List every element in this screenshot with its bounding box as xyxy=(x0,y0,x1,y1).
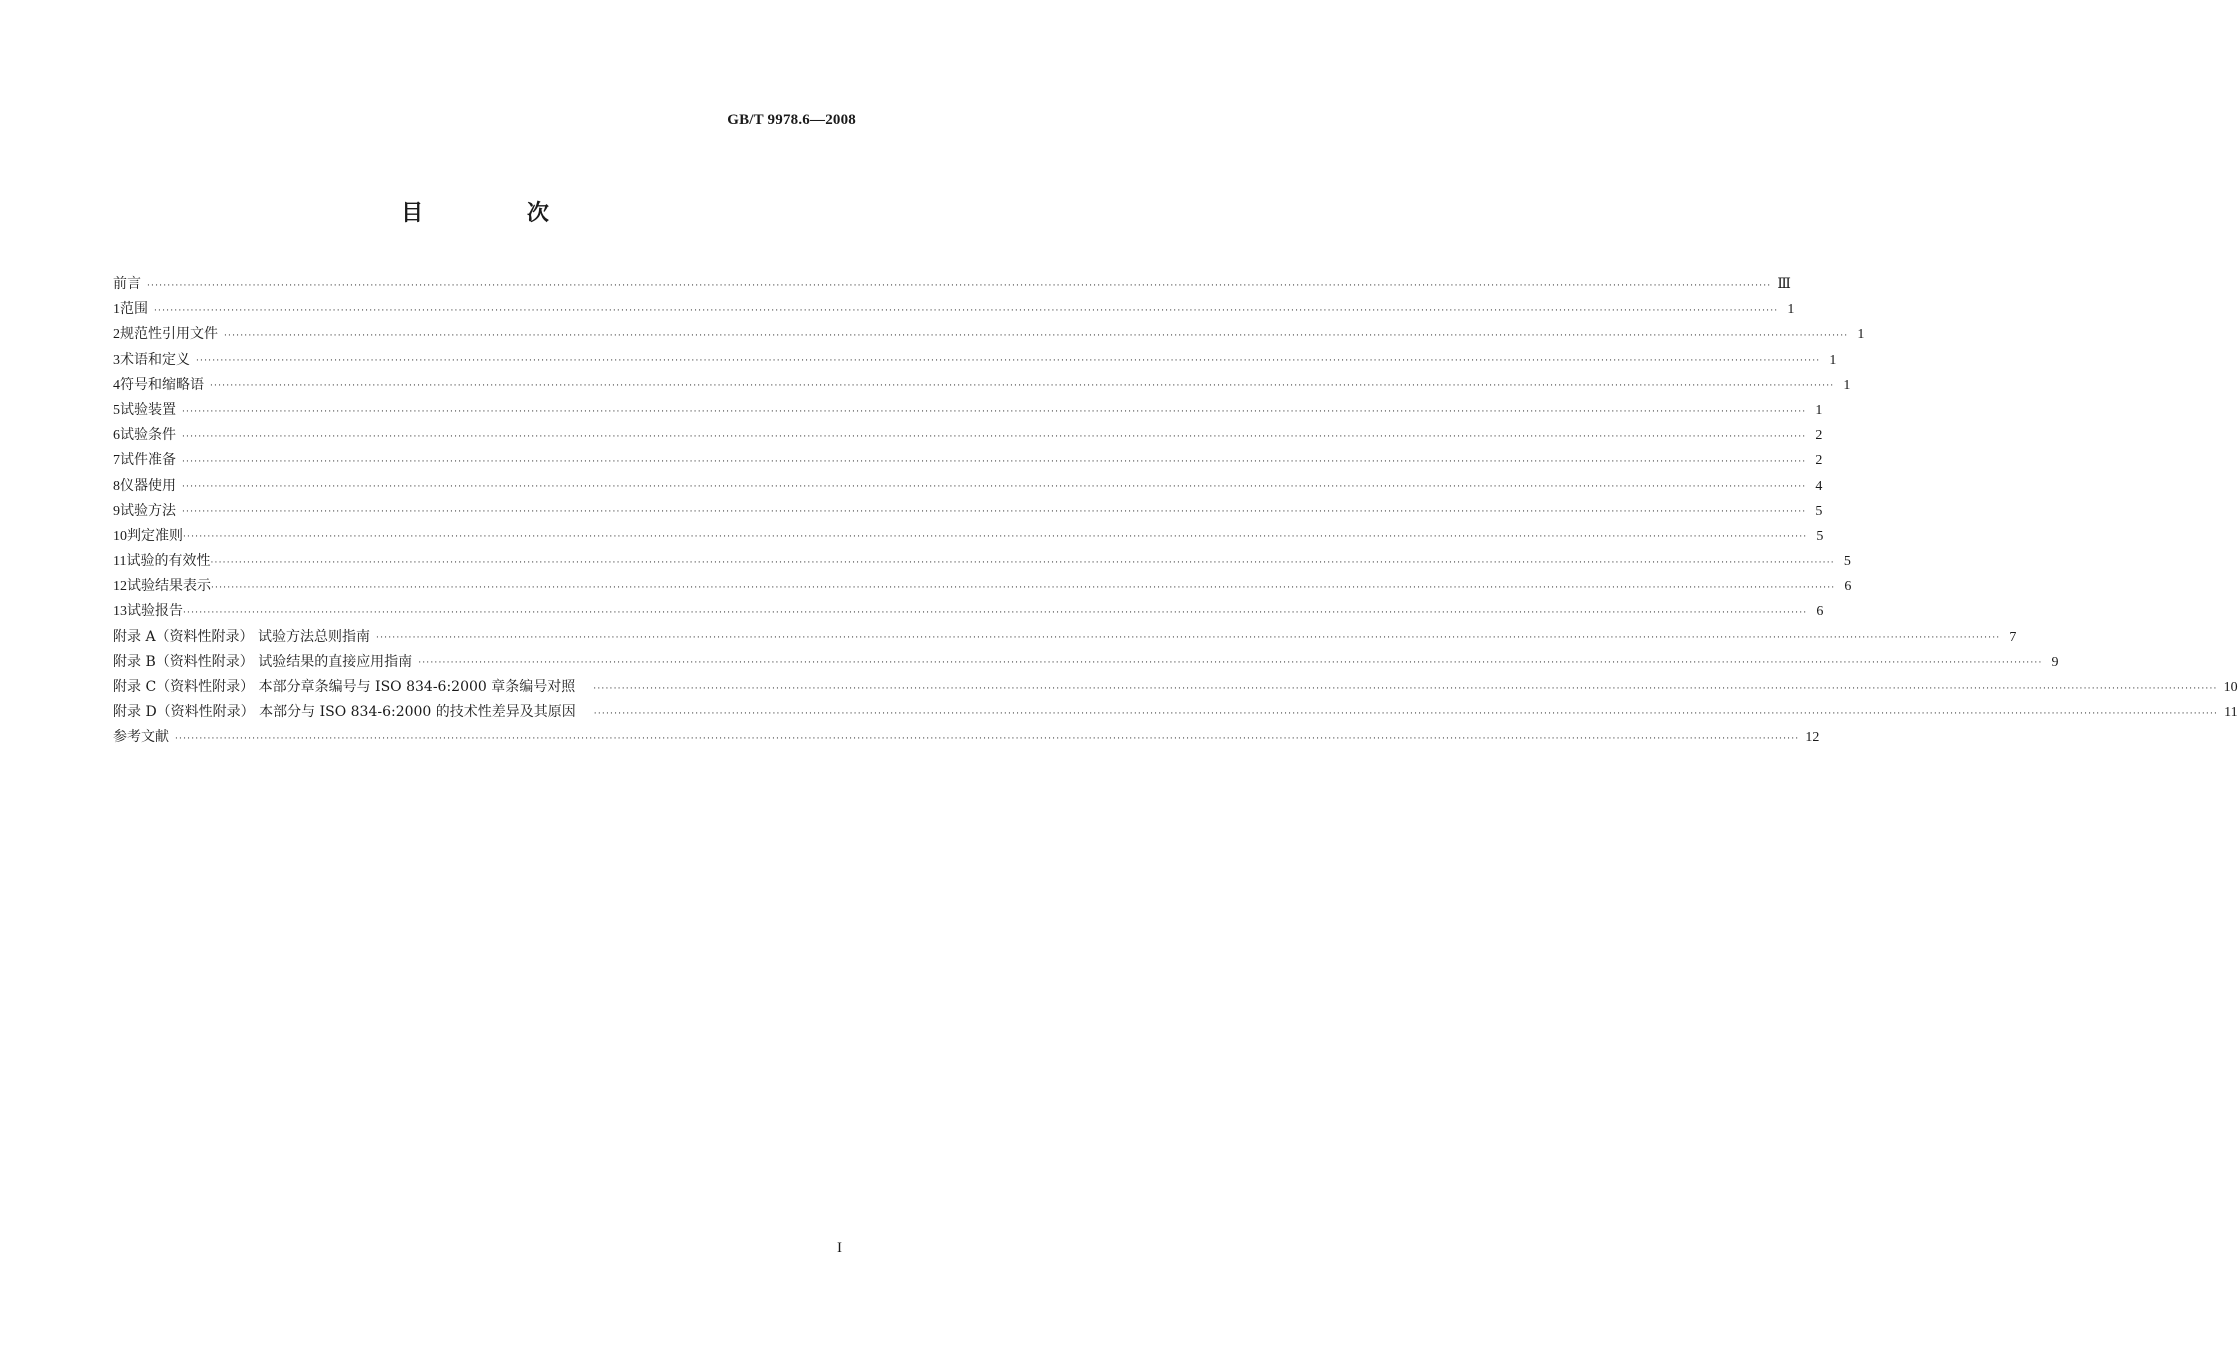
toc-entry-label: 试验结果表示 xyxy=(127,578,211,595)
toc-dot-leader: ················································································································································································································································································································································································································ xyxy=(210,557,1835,568)
toc-dot-leader: ················································································································································································································································································································································································································ xyxy=(182,507,1807,518)
toc-entry-page: 6 xyxy=(1816,604,1824,620)
toc-entry-number: 2 xyxy=(113,327,120,343)
toc-dot-leader: ················································································································································································································································································································································································································ xyxy=(183,608,1808,619)
toc-entry-page: 12 xyxy=(1805,730,1820,746)
toc-entry[interactable] xyxy=(113,675,2238,700)
toc-entry-label: 附录 C（资料性附录） 本部分章条编号与 ISO 834-6:2000 章条编号对照 xyxy=(113,679,576,695)
toc-entry-page: 1 xyxy=(1815,402,1823,418)
toc-dot-leader: ················································································································································································································································································································································································································ xyxy=(183,532,1808,543)
toc-dot-leader: ················································································································································································································································································································································································································ xyxy=(182,456,1807,467)
toc-entry-number: 6 xyxy=(113,428,120,444)
toc-entry[interactable] xyxy=(113,448,1823,473)
toc-entry-page: 11 xyxy=(2224,705,2238,721)
toc-dot-leader: ················································································································································································································································································································································································································ xyxy=(211,582,1836,593)
toc-entry[interactable] xyxy=(113,322,1865,347)
toc-entry[interactable] xyxy=(113,524,1824,549)
toc-entry[interactable] xyxy=(113,398,1823,423)
toc-entry-page: 6 xyxy=(1844,579,1852,595)
toc-entry[interactable] xyxy=(113,297,1795,322)
toc-entry-label: 试验的有效性 xyxy=(126,553,211,570)
toc-entry-number: 5 xyxy=(113,402,120,418)
toc-dot-leader: ················································································································································································································································································································································································································ xyxy=(210,381,1835,392)
toc-entry-label: 符号和缩略语 xyxy=(120,376,204,393)
toc-entry-label: 术语和定义 xyxy=(120,351,190,368)
toc-entry[interactable] xyxy=(113,348,1837,373)
toc-entry-page: 5 xyxy=(1816,528,1824,544)
table-of-contents xyxy=(113,272,2238,751)
toc-entry-label: 附录 B（资料性附录） 试验结果的直接应用指南 xyxy=(113,653,413,670)
toc-entry-page: 2 xyxy=(1815,453,1823,469)
toc-entry-page: 1 xyxy=(1787,302,1795,318)
toc-entry[interactable] xyxy=(113,373,1851,398)
toc-entry-label: 规范性引用文件 xyxy=(120,326,218,343)
toc-entry-page: 1 xyxy=(1829,352,1837,368)
toc-entry[interactable] xyxy=(113,625,2017,650)
toc-entry-label: 试验方法 xyxy=(120,502,176,519)
page-number: I xyxy=(837,1240,842,1256)
toc-entry-page: 1 xyxy=(1857,327,1865,343)
toc-entry[interactable] xyxy=(113,574,1852,599)
toc-entry-number: 7 xyxy=(113,453,120,469)
toc-entry-number: 8 xyxy=(113,478,120,494)
toc-entry-number: 4 xyxy=(113,377,120,393)
toc-entry-number: 10 xyxy=(113,528,127,544)
toc-entry[interactable] xyxy=(113,499,1823,524)
toc-dot-leader: ················································································································································································································································································································································································································ xyxy=(154,305,1779,316)
toc-entry-number: 11 xyxy=(113,554,127,570)
toc-dot-leader: ················································································································································································································································································································································································································ xyxy=(196,356,1821,367)
toc-entry-number: 13 xyxy=(113,604,127,620)
toc-entry-page: 5 xyxy=(1815,503,1823,519)
standard-number: GB/T 9978.6—2008 xyxy=(727,112,856,128)
toc-entry-number: 9 xyxy=(113,503,120,519)
toc-dot-leader: ················································································································································································································································································································································································································ xyxy=(182,406,1807,417)
toc-entry-page: 1 xyxy=(1843,377,1851,393)
toc-dot-leader: ················································································································································································································································································································································································································ xyxy=(147,280,1772,291)
toc-entry[interactable] xyxy=(113,700,2238,725)
toc-entry-label: 参考文献 xyxy=(113,729,169,746)
toc-entry-label: 试验报告 xyxy=(127,603,183,620)
toc-entry-page: 5 xyxy=(1843,554,1851,570)
toc-entry[interactable] xyxy=(113,272,1791,297)
toc-dot-leader: ················································································································································································································································································································································································································ xyxy=(593,683,2218,694)
toc-dot-leader: ················································································································································································································································································································································································································ xyxy=(593,708,2219,719)
toc-entry-label: 仪器使用 xyxy=(120,477,176,494)
toc-entry-label: 试件准备 xyxy=(120,452,176,469)
toc-entry-page: 9 xyxy=(2051,654,2059,670)
toc-entry[interactable] xyxy=(113,725,1820,750)
toc-dot-leader: ················································································································································································································································································································································································································ xyxy=(376,633,2001,644)
toc-dot-leader: ················································································································································································································································································································································································································ xyxy=(175,733,1800,744)
toc-entry[interactable] xyxy=(113,549,1851,574)
toc-entry-page: 7 xyxy=(2009,629,2017,645)
toc-title: 目 次 xyxy=(401,201,597,226)
toc-entry[interactable] xyxy=(113,650,2059,675)
toc-entry-page: 4 xyxy=(1815,478,1823,494)
toc-entry[interactable] xyxy=(113,474,1823,499)
toc-dot-leader: ················································································································································································································································································································································································································ xyxy=(224,330,1849,341)
toc-entry-label: 试验条件 xyxy=(120,427,176,444)
toc-entry-page: 2 xyxy=(1815,428,1823,444)
toc-entry-number: 1 xyxy=(113,302,120,318)
toc-entry[interactable] xyxy=(113,423,1823,448)
toc-entry-label: 试验装置 xyxy=(120,401,176,418)
toc-entry-label: 判定准则 xyxy=(127,527,183,544)
toc-dot-leader: ················································································································································································································································································································································································································ xyxy=(182,482,1807,493)
toc-entry-number: 3 xyxy=(113,352,120,368)
toc-entry-number: 12 xyxy=(113,579,127,595)
toc-dot-leader: ················································································································································································································································································································································································································ xyxy=(182,431,1807,442)
toc-entry-label: 范围 xyxy=(120,301,148,318)
toc-entry-page: 10 xyxy=(2223,680,2238,695)
toc-dot-leader: ················································································································································································································································································································································································································ xyxy=(418,658,2043,669)
toc-entry-label: 前言 xyxy=(113,276,141,292)
toc-entry-page: Ⅲ xyxy=(1777,277,1791,292)
toc-entry-label: 附录 A（资料性附录） 试验方法总则指南 xyxy=(113,628,371,645)
toc-entry[interactable] xyxy=(113,599,1824,624)
toc-entry-label: 附录 D（资料性附录） 本部分与 ISO 834-6:2000 的技术性差异及其原因 xyxy=(113,704,576,721)
